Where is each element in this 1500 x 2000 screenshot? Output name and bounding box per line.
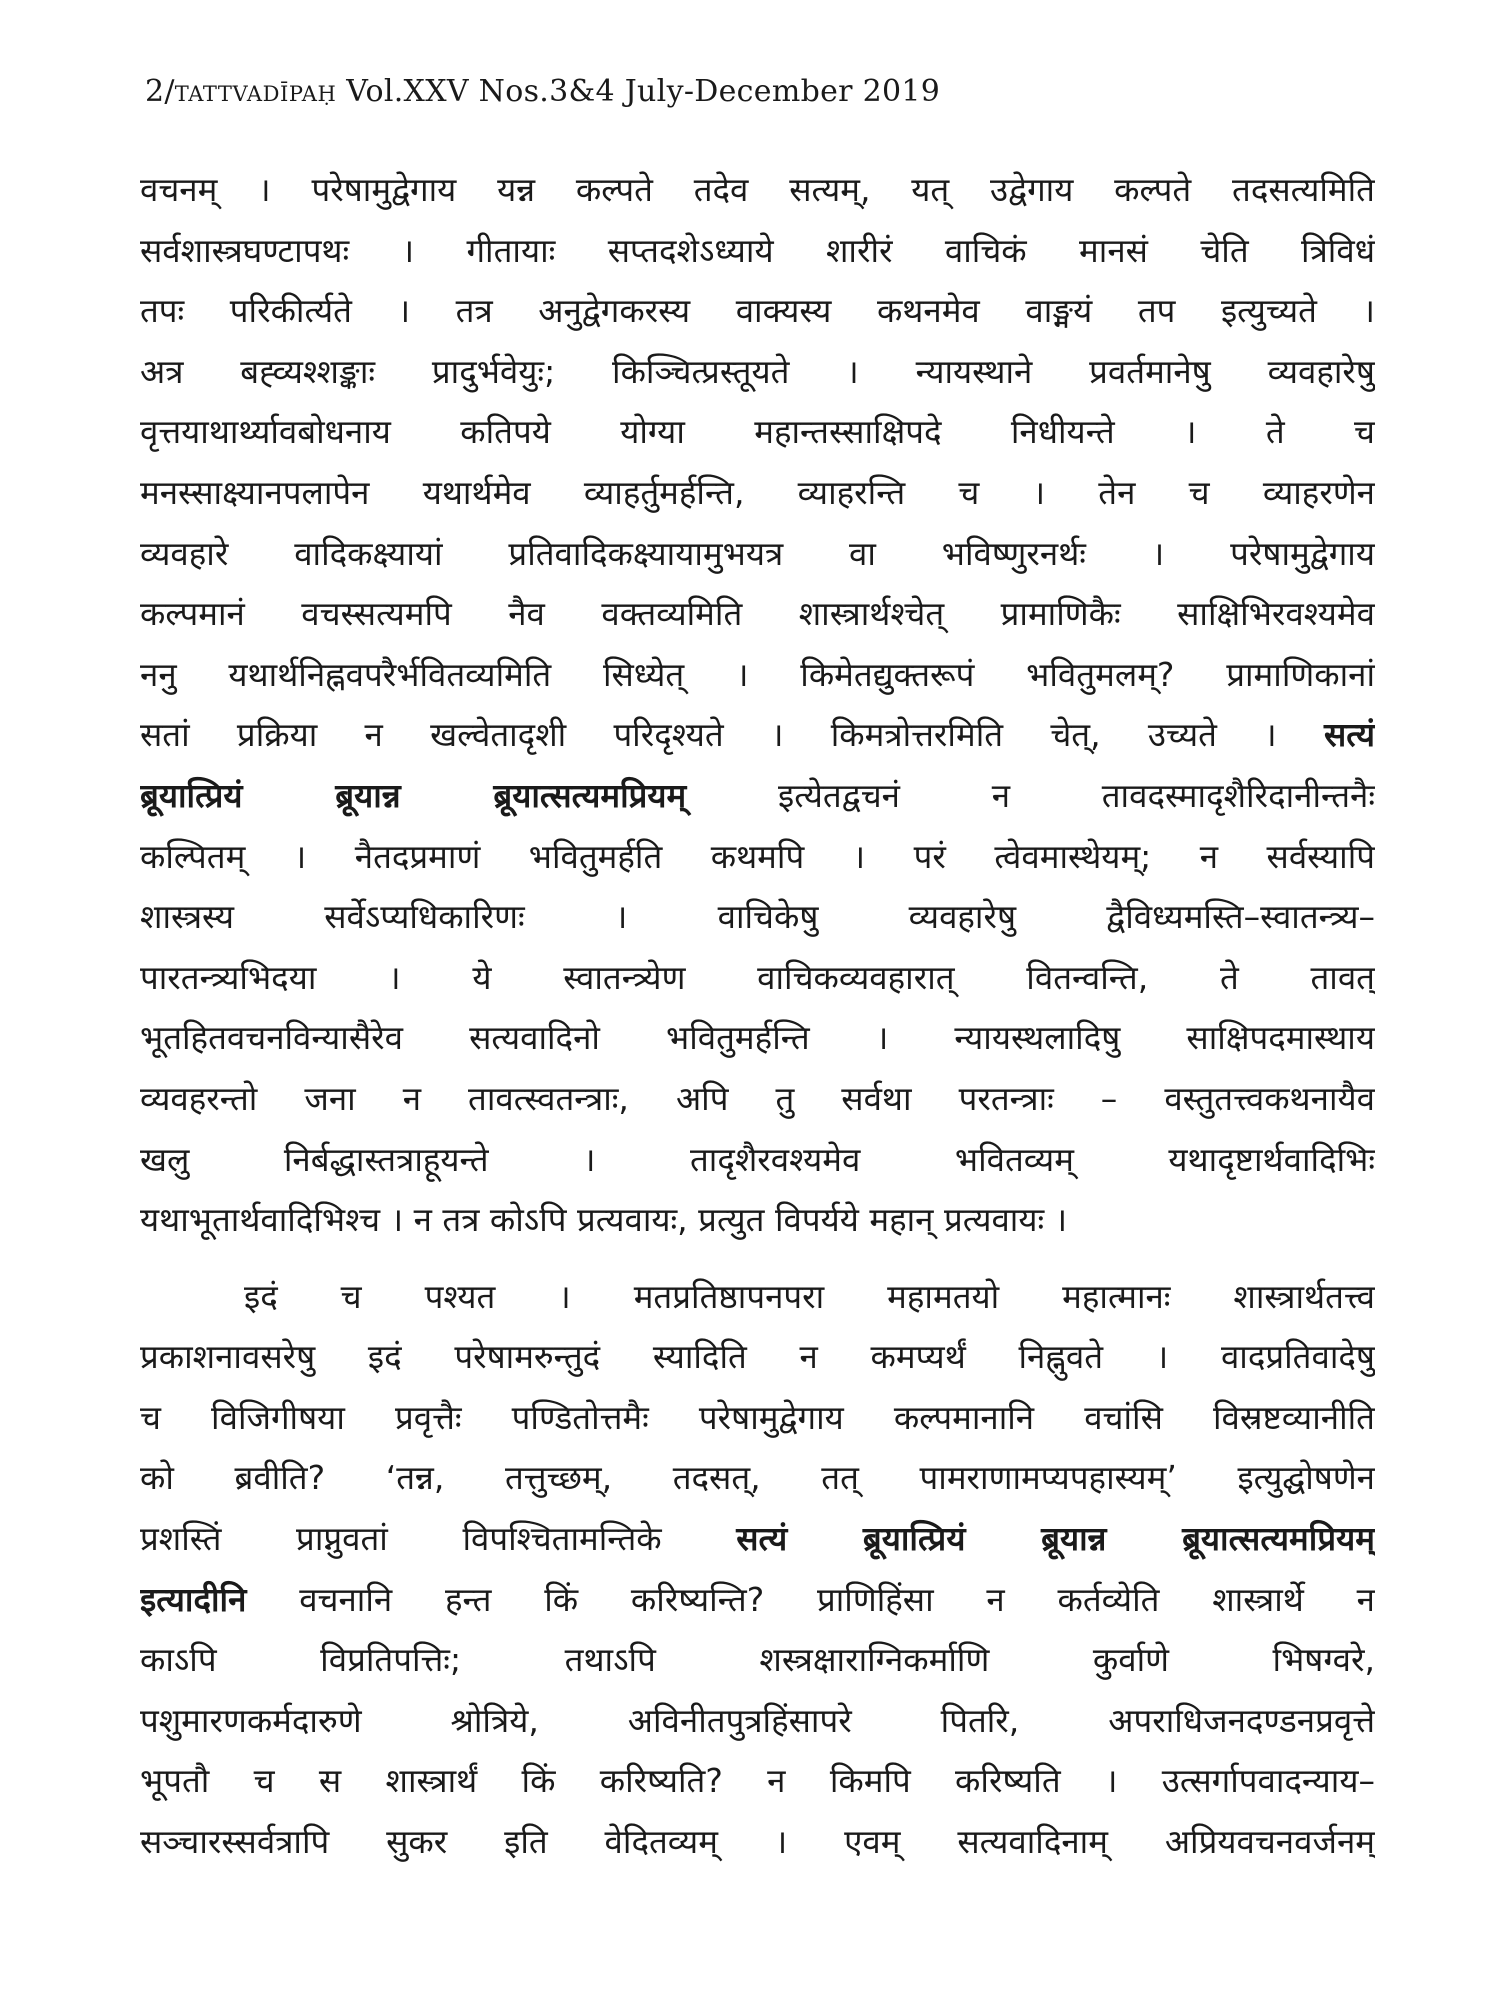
line-text: इत्येतद्वचनं न तावदस्मादृशैरिदानीन्तनैः — [778, 775, 1375, 815]
text-line: व्यवहरन्तो जना न तावत्स्वतन्त्राः, अपि तु सर्वथा परतन्त्राः – वस्तुतत्त्वकथनायैव — [140, 1078, 1375, 1118]
text-line: ननु यथार्थनिह्नवपरैर्भवितव्यमिति सिध्येत् । किमेतद्युक्तरूपं भवितुमलम्? प्रामाणिकानां — [140, 654, 1375, 694]
running-head — [145, 74, 940, 109]
text-line — [140, 766, 1375, 827]
text-line: कल्पितम् । नैतदप्रमाणं भवितुमर्हति कथमपि । परं त्वेवमास्थेयम्; न सर्वस्यापि — [140, 836, 1375, 876]
text-line: शास्त्रस्य सर्वेऽप्यधिकारिणः । वाचिकेषु व्यवहारेषु द्वैविध्यमस्ति–स्वातन्त्र्य– — [140, 897, 1375, 937]
text-line: खलु निर्बद्धास्तत्राहूयन्ते । तादृशैरवश्यमेव भवितव्यम् यथादृष्टार्थवादिभिः — [140, 1139, 1375, 1179]
text-line: पशुमारणकर्मदारुणे श्रोत्रिये, अविनीतपुत्रहिंसापरे पितरि, अपराधिजनदण्डनप्रवृत्ते — [140, 1700, 1375, 1740]
text-line: को ब्रवीति? ‘तन्न, तत्तुच्छम्, तदसत्, तत् पामराणामप्यपहास्यम्’ इत्युद्घोषणेन — [140, 1458, 1375, 1498]
text-line: च विजिगीषया प्रवृत्तैः पण्डितोत्तमैः परेषामुद्वेगाय कल्पमानानि वचांसि विस्रष्टव्यानीति — [140, 1397, 1375, 1437]
text-line: सर्वशास्त्रघण्टापथः । गीतायाः सप्तदशेऽध्याये शारीरं वाचिकं मानसं चेति त्रिविधं — [140, 230, 1375, 270]
page-number: 2/ — [145, 74, 175, 109]
text-line: तपः परिकीर्त्यते । तत्र अनुद्वेगकरस्य वाक्यस्य कथनमेव वाङ्मयं तप इत्युच्यते । — [140, 291, 1375, 331]
text-line: इदं च पश्यत । मतप्रतिष्ठापनपरा महामतयो महात्मानः शास्त्रार्थतत्त्व — [244, 1276, 1375, 1316]
text-line: भूतहितवचनविन्यासैरेव सत्यवादिनो भवितुमर्हन्ति । न्यायस्थलादिषु साक्षिपदमास्थाय — [140, 1018, 1375, 1058]
text-line — [140, 1509, 1375, 1570]
text-line: काऽपि विप्रतिपत्तिः; तथाऽपि शस्त्रक्षाराग्निकर्माणि कुर्वाणे भिषग्वरे, — [140, 1640, 1375, 1680]
text-line: अत्र बह्व्यश्शङ्काः प्रादुर्भवेयुः; किञ्चित्प्रस्तूयते । न्यायस्थाने प्रवर्तमानेषु व्यवहारेषु — [140, 351, 1375, 391]
text-line: यथाभूतार्थवादिभिश्च । न तत्र कोऽपि प्रत्यवायः, प्रत्युत विपर्यये महान् प्रत्यवायः । — [140, 1200, 1068, 1240]
text-line: प्रकाशनावसरेषु इदं परेषामरुन्तुदं स्यादिति न कमप्यर्थं निह्नुवते । वादप्रतिवादेषु — [140, 1337, 1375, 1377]
text-line — [140, 705, 1375, 766]
text-line: भूपतौ च स शास्त्रार्थं किं करिष्यति? न किमपि करिष्यति । उत्सर्गापवादन्याय– — [140, 1761, 1375, 1801]
text-line — [140, 1570, 1375, 1631]
text-line: कल्पमानं वचस्सत्यमपि नैव वक्तव्यमिति शास्त्रार्थश्चेत् प्रामाणिकैः साक्षिभिरवश्यमेव — [140, 594, 1375, 634]
bold-quote: ब्रूयात्प्रियं ब्रूयान्न ब्रूयात्सत्यमप्रियम् — [140, 775, 687, 815]
bold-quote: सत्यं ब्रूयात्प्रियं ब्रूयान्न ब्रूयात्सत्यमप्रियम् — [736, 1519, 1375, 1559]
text-line: मनस्साक्ष्यानपलापेन यथार्थमेव व्याहर्तुमर्हन्ति, व्याहरन्ति च । तेन च व्याहरणेन — [140, 472, 1375, 512]
body-text — [140, 160, 1375, 1873]
text-line: पारतन्त्र्यभिदया । ये स्वातन्त्र्येण वाचिकव्यवहारात् वितन्वन्ति, ते तावत् — [140, 957, 1375, 997]
text-line: वचनम् । परेषामुद्वेगाय यन्न कल्पते तदेव सत्यम्, यत् उद्वेगाय कल्पते तदसत्यमिति — [140, 170, 1375, 209]
line-text: प्रशस्तिं प्राप्नुवतां विपश्चितामन्तिके — [140, 1519, 662, 1559]
text-line: व्यवहारे वादिकक्ष्यायां प्रतिवादिकक्ष्यायामुभयत्र वा भविष्णुरनर्थः । परेषामुद्वेगाय — [140, 533, 1375, 573]
line-text: वचनानि हन्त किं करिष्यन्ति? प्राणिहिंसा न कर्तव्येति शास्त्रार्थे न — [299, 1579, 1375, 1619]
text-line: वृत्तयाथार्थ्यावबोधनाय कतिपये योग्या महान्तस्साक्षिपदे निधीयन्ते । ते च — [140, 412, 1375, 452]
paragraph-gap — [140, 1251, 1375, 1267]
issue-info: Vol.XXV Nos.3&4 July-December 2019 — [346, 74, 941, 109]
bold-quote: सत्यं — [1323, 715, 1375, 755]
text-line: सञ्चारस्सर्वत्रापि सुकर इति वेदितव्यम् । एवम् सत्यवादिनाम् अप्रियवचनवर्जनम् — [140, 1822, 1375, 1862]
line-text: सतां प्रक्रिया न खल्वेतादृशी परिदृश्यते । किमत्रोत्तरमिति चेत्, उच्यते । — [140, 715, 1277, 755]
journal-name: TATTVADĪPAḤ — [174, 82, 337, 106]
bold-quote: इत्यादीनि — [140, 1579, 247, 1619]
